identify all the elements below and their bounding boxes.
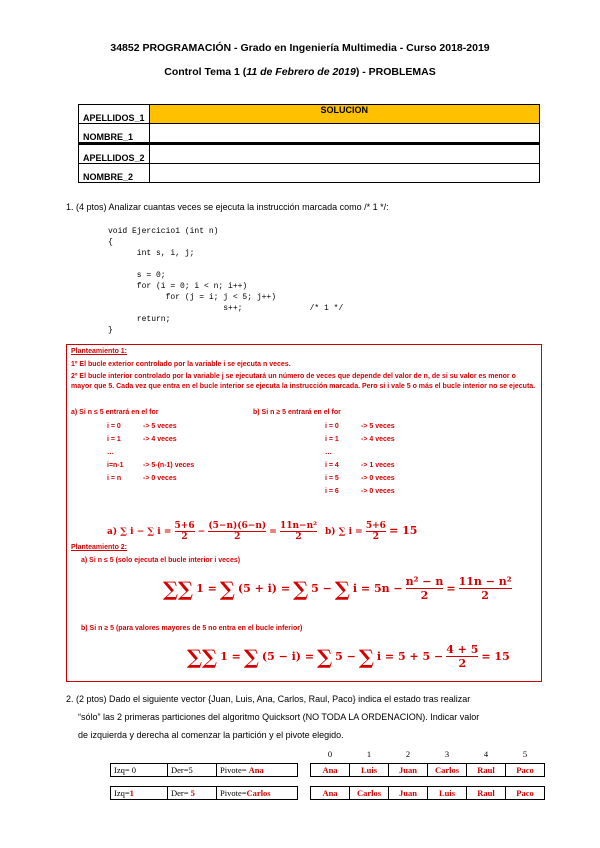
iteration-count (361, 449, 363, 456)
equation-case-b (187, 643, 510, 670)
izq-label: Izq= (114, 788, 130, 798)
subtitle-date: 11 de Febrero de 2019 (246, 66, 356, 78)
eq-b-f-num: 4 + 5 (446, 643, 479, 656)
code-line: } (108, 326, 113, 335)
case-a-heading: a) Si n ≤ 5 entrará en el for (71, 409, 159, 416)
case-b-heading: b) Si n ≥ 5 entrará en el for (253, 409, 341, 416)
planteamiento-1-title: Planteamiento 1: (71, 348, 128, 355)
question-1-code (108, 226, 343, 336)
izq-value: 1 (129, 788, 134, 798)
eq-a-mid2: 5 − (311, 582, 332, 595)
array-cell: Luis (428, 787, 467, 800)
array-index: 1 (366, 749, 372, 759)
iteration-index: i = 0 (107, 423, 121, 430)
iteration-row (325, 435, 395, 448)
case-a-iterations (107, 422, 194, 487)
iteration-index: … (325, 449, 332, 456)
code-line: void Ejercicio1 (int n) (108, 227, 219, 236)
eq-a-eq: = (446, 582, 456, 595)
nombre2-label: NOMBRE_2 (79, 164, 150, 183)
document-subtitle (0, 66, 600, 78)
formula-a-prefix: a) (107, 527, 118, 537)
formula-b-prefix: b) (325, 527, 336, 537)
iteration-count: -> 1 veces (361, 462, 395, 469)
iteration-index: i = 1 (325, 436, 339, 443)
solucion-cell: SOLUCION (149, 105, 539, 124)
iteration-row (107, 435, 194, 448)
partition-2-der (168, 787, 217, 800)
formula-a-f1-num: 5+6 (174, 521, 195, 531)
iteration-index: i = n (107, 475, 122, 482)
array-cell: Ana (311, 787, 350, 800)
iteration-count: -> 5 veces (143, 423, 177, 430)
double-sum-symbol: ∑∑ (187, 644, 218, 669)
question-2-line-3: de izquierda y derecha al comenzar la partición y el pivote elegido. (78, 730, 344, 740)
equation-case-a (163, 575, 512, 602)
sum-symbol: ∑ (243, 644, 259, 669)
array-cell: Juan (389, 764, 428, 777)
der-value: 5 (190, 788, 195, 798)
partition-2-array (310, 786, 545, 800)
iteration-count: -> 5-(n-1) veces (143, 462, 195, 469)
sum-symbol: ∑ (358, 644, 374, 669)
izq-value: 0 (131, 765, 137, 775)
iteration-row (107, 461, 194, 474)
array-cell: Paco (506, 787, 545, 800)
eq-a-lhs: 1 = (196, 582, 217, 595)
iteration-count: -> 0 veces (361, 475, 395, 482)
eq-b-result: = 15 (481, 650, 510, 663)
pivote-label: Pivote= (220, 765, 247, 775)
code-line: for (i = 0; i < n; i++) (108, 282, 248, 291)
array-index: 0 (327, 749, 333, 759)
iteration-index: i = 5 (325, 475, 339, 482)
izq-label: Izq= (114, 765, 130, 775)
iteration-row (325, 448, 395, 461)
planteamiento-2-case-b: b) Si n ≥ 5 (para valores mayores de 5 no entra en el bucle inferior) (81, 625, 303, 632)
iteration-count: -> 4 veces (361, 436, 395, 443)
eq-b-mid1: (5 − i) = (261, 650, 315, 663)
eq-a-f2-den: 2 (481, 589, 489, 602)
array-cell: Carlos (428, 764, 467, 777)
array-index: 2 (405, 749, 411, 759)
partition-1-izq (111, 764, 168, 777)
iteration-index: i = 0 (325, 423, 339, 430)
iteration-row (325, 474, 395, 487)
sum-symbol: ∑ (293, 576, 309, 601)
formula-a-f2-den: 2 (234, 532, 241, 542)
code-line: s = 0; (108, 271, 166, 280)
eq-a-f1-den: 2 (420, 589, 429, 602)
case-b-iterations (325, 422, 395, 500)
eq-b-mid2: 5 − (335, 650, 356, 663)
apellidos2-label: APELLIDOS_2 (79, 144, 150, 164)
partition-1-pivote (217, 764, 298, 777)
sum-symbol: ∑ (317, 644, 333, 669)
iteration-row (107, 474, 194, 487)
partition-2-izq (111, 787, 168, 800)
nombre1-label: NOMBRE_1 (79, 124, 150, 144)
formula-a-f3-den: 2 (295, 532, 302, 542)
question-2-text (66, 690, 479, 744)
double-sum-symbol: ∑∑ (163, 576, 194, 601)
formula-case-b (325, 521, 417, 542)
array-index: 5 (522, 749, 528, 759)
code-line (108, 259, 343, 270)
iteration-row (325, 461, 395, 474)
apellidos1-label: APELLIDOS_1 (79, 105, 150, 124)
planteamiento-1-point-2: 2º El bucle interior controlado por la variable j se ejecutará un número de veces que depende del valor de n, de si su valor es menor o mayor que 5. Cada vez que entra en el bucle interior se ejecuta la instrucción marcada. Pero si i vale 5 o más el bucle interior no se ejecuta. (71, 373, 536, 390)
iteration-index: i = 4 (325, 462, 339, 469)
array-cell: Paco (506, 764, 545, 777)
code-line: s++; /* 1 */ (108, 304, 344, 313)
eq-a-f1-num: n² − n (405, 575, 444, 588)
partition-2-params (110, 786, 298, 800)
formula-a-f1-den: 2 (181, 532, 188, 542)
partition-1-array (310, 763, 545, 777)
student-names-table (78, 104, 540, 183)
der-value: 5 (188, 765, 193, 775)
der-label: Der= (171, 788, 189, 798)
array-cell: Ana (311, 764, 350, 777)
code-line: { (108, 238, 113, 247)
formula-b-f-den: 2 (372, 532, 380, 542)
planteamiento-1-point-1: 1º El bucle exterior controlado por la variable i se ejecuta n veces. (71, 361, 291, 368)
formula-a-f2-num: (5−n)(6−n) (208, 521, 267, 531)
iteration-count: -> 5 veces (361, 423, 395, 430)
array-cell: Carlos (350, 787, 389, 800)
array-cell: Juan (389, 787, 428, 800)
nombre1-field[interactable] (149, 124, 539, 144)
iteration-row (107, 422, 194, 435)
eq-b-mid3: i = 5 + 5 − (376, 650, 444, 663)
partition-2-pivote (217, 787, 298, 800)
formula-a-minus: − (197, 527, 206, 537)
code-line: return; (108, 315, 171, 324)
iteration-index: i = 1 (107, 436, 121, 443)
formula-a-eq: = (269, 527, 277, 537)
pivote-value: Carlos (246, 788, 271, 798)
partition-1-der (168, 764, 217, 777)
formula-b-result: = 15 (389, 524, 418, 537)
pivote-value: Ana (248, 765, 264, 775)
question-1-text: 1. (4 ptos) Analizar cuantas veces se ejecuta la instrucción marcada como /* 1 */: (66, 202, 389, 212)
iteration-index: i=n-1 (107, 462, 124, 469)
partition-1-params (110, 763, 298, 777)
pivote-label: Pivote= (220, 788, 247, 798)
iteration-row (325, 487, 395, 500)
formula-b-f-num: 5+6 (365, 521, 386, 531)
iteration-row (107, 448, 194, 461)
eq-b-f-den: 2 (458, 657, 467, 670)
eq-b-lhs: 1 = (220, 650, 241, 663)
iteration-count: -> 0 veces (143, 475, 177, 482)
question-2-line-1: 2. (2 ptos) Dado el siguiente vector {Juan, Luis, Ana, Carlos, Raul, Paco} indica el estado tras realizar (66, 694, 471, 704)
eq-a-mid3: i = 5n − (352, 582, 403, 595)
formula-case-a (107, 521, 317, 542)
array-index: 4 (483, 749, 489, 759)
iteration-count: -> 0 veces (361, 488, 395, 495)
array-cell: Luis (350, 764, 389, 777)
eq-a-f2-num: 11n − n² (458, 575, 512, 588)
code-line: for (j = i; j < 5; j++) (108, 293, 277, 302)
sum-symbol: ∑ (219, 576, 235, 601)
iteration-index: i = 6 (325, 488, 339, 495)
iteration-count: -> 4 veces (143, 436, 177, 443)
iteration-count (143, 449, 145, 456)
sum-symbol: ∑ (334, 576, 350, 601)
iteration-row (325, 422, 395, 435)
question-2-line-2: “sólo” las 2 primeras particiones del algoritmo Quicksort (NO TODA LA ORDENACION). Indicar valor (78, 712, 480, 722)
apellidos2-field[interactable] (149, 144, 539, 164)
array-cell: Raul (467, 764, 506, 777)
solution-box (66, 344, 542, 682)
formula-a-f3-num: 11n−n² (279, 521, 318, 531)
array-index: 3 (444, 749, 450, 759)
code-line: int s, i, j; (108, 249, 195, 258)
document-title: 34852 PROGRAMACIÓN - Grado en Ingeniería Multimedia - Curso 2018-2019 (110, 42, 490, 54)
planteamiento-2-title: Planteamiento 2: (71, 544, 128, 551)
subtitle-prefix: Control Tema 1 ( (164, 66, 247, 78)
array-cell: Raul (467, 787, 506, 800)
subtitle-suffix: ) - PROBLEMAS (355, 66, 436, 78)
eq-a-mid1: (5 + i) = (237, 582, 291, 595)
formula-a-terms: ∑ i − ∑ i = (120, 527, 172, 537)
iteration-index: … (107, 449, 114, 456)
formula-b-terms: ∑ i = (338, 527, 363, 537)
planteamiento-2-case-a: a) Si n ≤ 5 (solo ejecuta el bucle interior i veces) (81, 557, 241, 564)
nombre2-field[interactable] (149, 164, 539, 183)
der-label: Der= (171, 765, 189, 775)
